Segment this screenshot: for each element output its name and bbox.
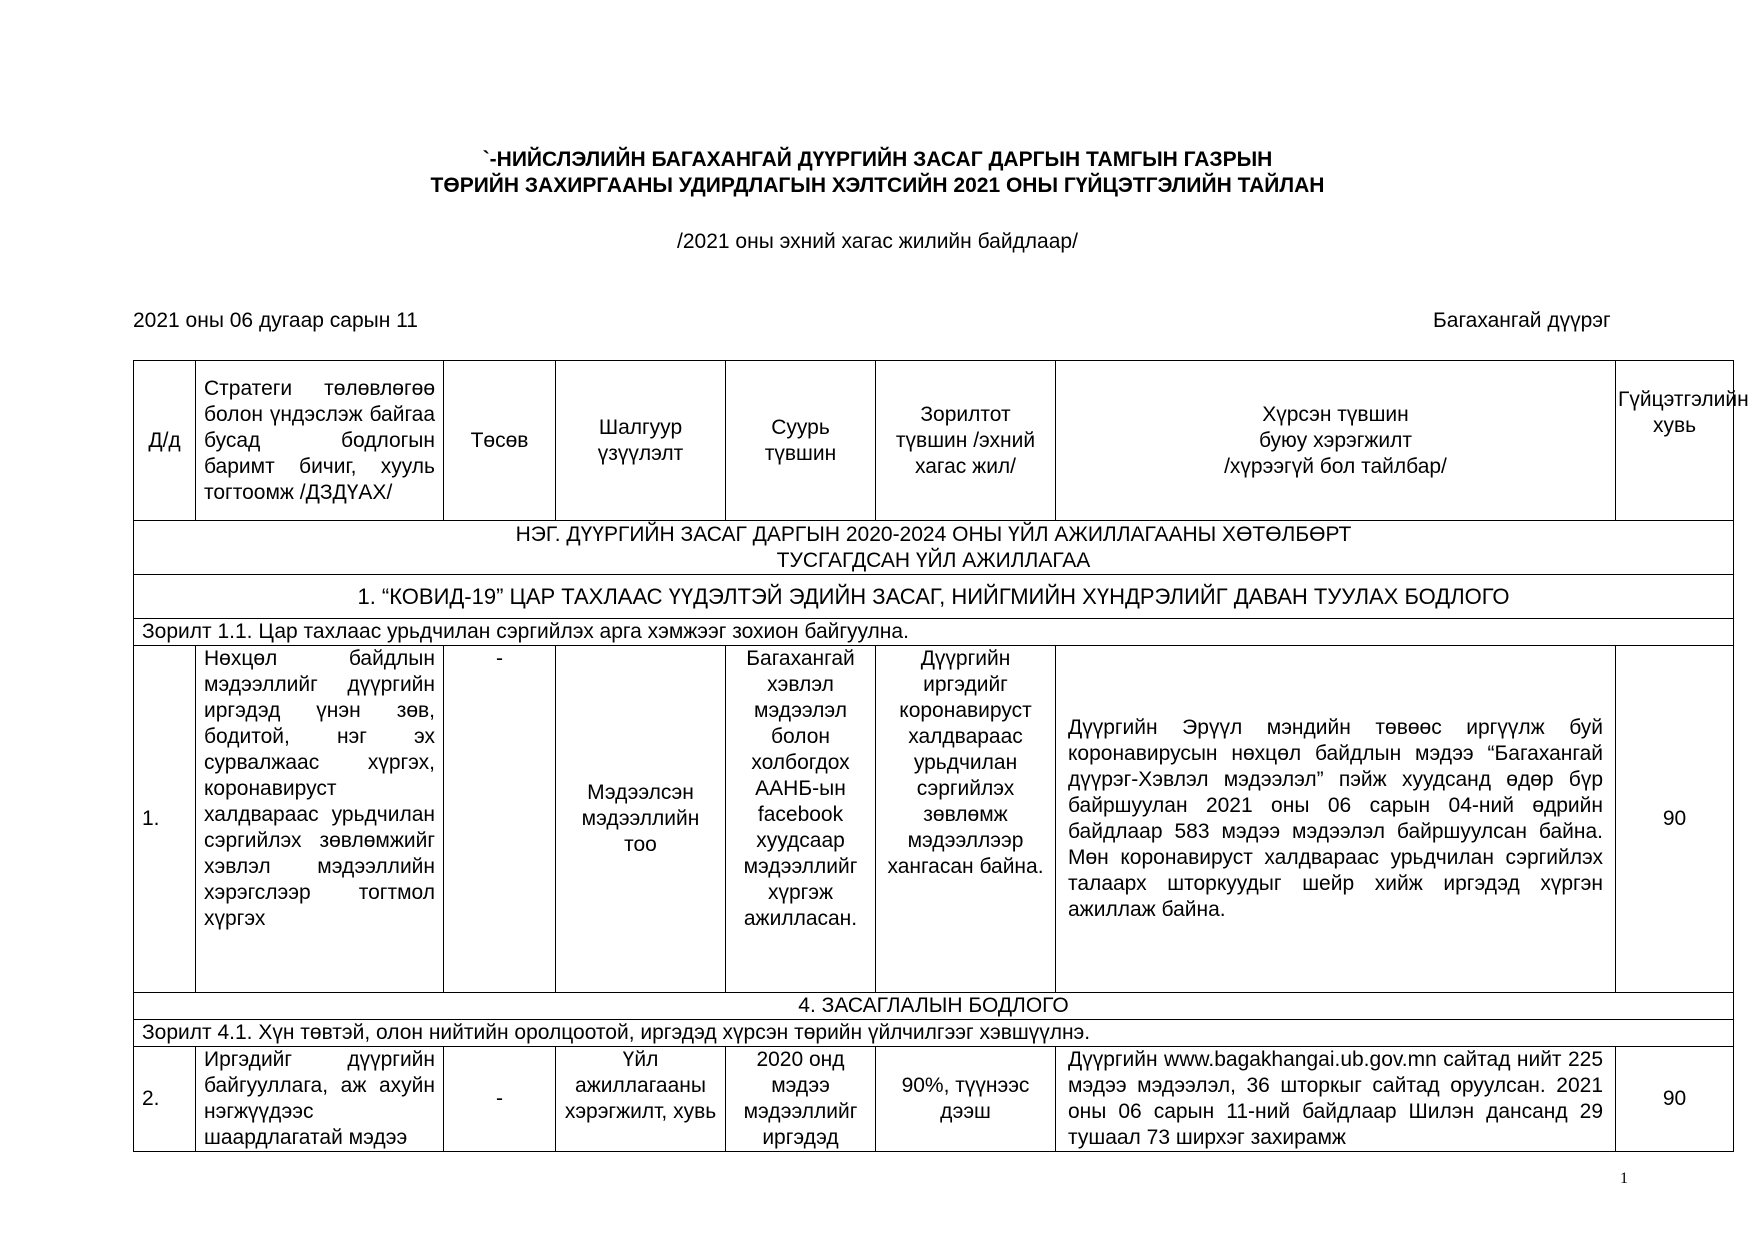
header-target: Зорилтот түвшин /эхний хагас жил/ — [876, 361, 1056, 521]
objective-row — [134, 619, 1734, 646]
report-subtitle: /2021 оны эхний хагас жилийн байдлаар/ — [677, 230, 1078, 253]
row-baseline: 2020 онд мэдээ мэдээллийг иргэдэд — [726, 1047, 876, 1152]
policy-title: 1. “КОВИД-19” ЦАР ТАХЛААС ҮҮДЭЛТЭЙ ЭДИЙН ЗАСАГ, НИЙГМИЙН ХҮНДРЭЛИЙГ ДАВАН ТУУЛАХ БОДЛОГО — [134, 575, 1734, 619]
report-date: 2021 оны 06 дугаар сарын 11 — [133, 309, 418, 332]
row-baseline: Багахангай хэвлэл мэдээлэл болон холбогдох ААНБ-ын facebook хуудсаар мэдээллийг хүргэж ажилласан. — [726, 646, 876, 993]
objective-row — [134, 1020, 1734, 1047]
row-budget: - — [444, 646, 556, 993]
row-indicator: Үйл ажиллагааны хэрэгжилт, хувь — [556, 1047, 726, 1152]
header-row — [134, 361, 1734, 521]
section-row — [134, 521, 1734, 575]
section-title: НЭГ. ДҮҮРГИЙН ЗАСАГ ДАРГЫН 2020-2024 ОНЫ ҮЙЛ АЖИЛЛАГААНЫ ХӨТӨЛБӨРТ ТУСГАГДСАН ҮЙЛ АЖИЛЛАГАА — [134, 521, 1734, 575]
header-num: Д/д — [134, 361, 196, 521]
policy-row — [134, 575, 1734, 619]
report-table — [133, 360, 1749, 1152]
row-strategy: Иргэдийг дүүргийн байгууллага, аж ахуйн нэгжүүдээс шаардлагатай мэдээ — [196, 1047, 444, 1152]
table-row — [134, 1047, 1734, 1152]
row-budget: - — [444, 1047, 556, 1152]
row-num: 1. — [134, 646, 196, 993]
report-title-line1: `-НИЙСЛЭЛИЙН БАГАХАНГАЙ ДҮҮРГИЙН ЗАСАГ ДАРГЫН ТАМГЫН ГАЗРЫН — [482, 148, 1273, 171]
objective-text: Зорилт 1.1. Цар тахлаас урьдчилан сэргийлэх арга хэмжээг зохион байгуулна. — [134, 619, 1734, 646]
row-target: Дүүргийн иргэдийг коронавируст халдвараас урьдчилан сэргийлэх зөвлөмж мэдээллээр хангасан байна. — [876, 646, 1056, 993]
policy-title: 4. ЗАСАГЛАЛЫН БОДЛОГО — [134, 993, 1734, 1020]
header-indicator: Шалгуур үзүүлэлт — [556, 361, 726, 521]
row-achieved: Дүүргийн Эрүүл мэндийн төвөөс иргүүлж буй коронавирусын нөхцөл байдлын мэдээ “Багахангай дүүрэг-Хэвлэл мэдээлэл” пэйж хуудсанд өдөр бүр байршуулан 2021 оны 06 сарын 04-ний өдрийн байдлаар 583 мэдээ мэдээлэл байршуулсан байна. Мөн коронавируст халдвараас урьдчилан сэргийлэх талаарх шторкуудыг шейр хийж иргэдэд хүргэн ажиллаж байна. — [1056, 646, 1616, 993]
row-achieved: Дүүргийн www.bagakhangai.ub.gov.mn сайтад нийт 225 мэдээ мэдээлэл, 36 шторкыг сайтад оруулсан. 2021 оны 06 сарын 11-ний байдлаар Шилэн дансанд 29 тушаал 73 ширхэг захирамж — [1056, 1047, 1616, 1152]
policy-row — [134, 993, 1734, 1020]
row-strategy: Нөхцөл байдлын мэдээллийг дүүргийн иргэдэд үнэн зөв, бодитой, нэг эх сурвалжаас хүргэх, коронавируст халдвараас урьдчилан сэргийлэх зөвлөмжийг хэвлэл мэдээллийн хэрэгслээр тогтмол хүргэх — [196, 646, 444, 993]
row-target: 90%, түүнээс дээш — [876, 1047, 1056, 1152]
row-percent: 90 — [1616, 1047, 1734, 1152]
header-percent: Гүйцэтгэлийн хувь — [1616, 361, 1734, 521]
row-percent: 90 — [1616, 646, 1734, 993]
page-number: 1 — [1620, 1170, 1628, 1187]
header-baseline: Суурь түвшин — [726, 361, 876, 521]
header-budget: Төсөв — [444, 361, 556, 521]
report-title-line2: ТӨРИЙН ЗАХИРГААНЫ УДИРДЛАГЫН ХЭЛТСИЙН 2021 ОНЫ ГҮЙЦЭТГЭЛИЙН ТАЙЛАН — [430, 174, 1325, 197]
table-row — [134, 646, 1734, 993]
report-place: Багахангай дүүрэг — [1433, 309, 1611, 332]
row-indicator: Мэдээлсэн мэдээллийн тоо — [556, 646, 726, 993]
objective-text: Зорилт 4.1. Хүн төвтэй, олон нийтийн оролцоотой, иргэдэд хүрсэн төрийн үйлчилгээг хэвшүүлнэ. — [134, 1020, 1734, 1047]
header-achieved: Хүрсэн түвшин буюу хэрэгжилт /хүрээгүй бол тайлбар/ — [1056, 361, 1616, 521]
row-num: 2. — [134, 1047, 196, 1152]
header-strategy: Стратеги төлөвлөгөө болон үндэслэж байгаа бусад бодлогын баримт бичиг, хууль тогтоомж /ДЗДҮАХ/ — [196, 361, 444, 521]
